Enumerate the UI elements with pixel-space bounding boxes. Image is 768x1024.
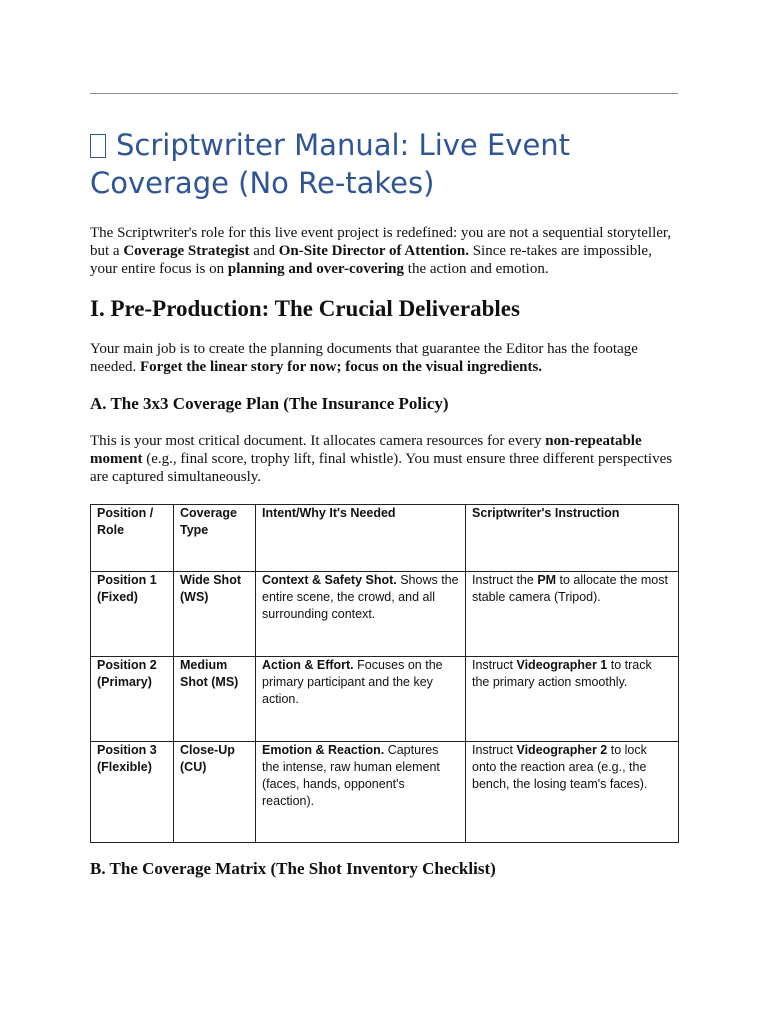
cell-coverage: Medium Shot (MS)	[180, 658, 239, 689]
table-cell	[174, 572, 256, 657]
intro-text-2: and	[249, 243, 279, 259]
table-cell	[256, 742, 466, 843]
intro-bold-3: planning and over-covering	[227, 261, 405, 277]
missing-glyph-icon	[90, 134, 106, 158]
intro-text-1: The Scriptwriter's role for this live event project is redefined: you are not a sequential storyteller, but a	[90, 225, 672, 259]
cell-intent-bold: Context & Safety Shot.	[262, 573, 397, 587]
cell-position: Position 1 (Fixed)	[97, 573, 157, 604]
cell-instr-pre: Instruct	[472, 743, 517, 757]
table-header-cell	[466, 505, 679, 572]
section-heading-preproduction: I. Pre-Production: The Crucial Deliverables	[90, 296, 520, 321]
subsectionA-text-1: This is your most critical document. It allocates camera resources for every	[90, 433, 546, 449]
subsectionA-bold: non-repeatable moment	[90, 433, 642, 467]
table-header-cell	[174, 505, 256, 572]
cell-intent-text: Focuses on the primary participant and the key action.	[262, 658, 443, 706]
cell-instr-post: to lock onto the reaction area (e.g., the bench, the losing team's faces).	[472, 743, 648, 791]
cell-instr-pre: Instruct the	[472, 573, 538, 587]
cell-instr-bold: PM	[537, 573, 557, 587]
cell-instr-pre: Instruct	[472, 658, 517, 672]
cell-intent-bold: Emotion & Reaction.	[262, 743, 385, 757]
table-row	[91, 657, 679, 742]
intro-text-3: Since re-takes are impossible, your entire focus is on	[90, 243, 652, 277]
intro-text-4: the action and emotion.	[404, 261, 549, 277]
intro-bold-2: On-Site Director of Attention.	[278, 243, 469, 259]
table-cell	[91, 657, 174, 742]
document-title	[90, 126, 690, 202]
table-cell	[174, 742, 256, 843]
intro-paragraph	[90, 224, 682, 278]
table-cell	[174, 657, 256, 742]
cell-coverage: Wide Shot (WS)	[180, 573, 241, 604]
table-header-cell	[91, 505, 174, 572]
cell-instr-bold: Videographer 2	[516, 743, 608, 757]
cell-intent-text: Shows the entire scene, the crowd, and all surrounding context.	[262, 573, 459, 621]
subsectionA-paragraph	[90, 432, 682, 486]
cell-coverage: Close-Up (CU)	[180, 743, 235, 774]
header-position: Position / Role	[97, 506, 154, 537]
top-divider	[90, 93, 678, 94]
coverage-plan-table	[90, 504, 679, 843]
table-header-cell	[256, 505, 466, 572]
table-row	[91, 572, 679, 657]
table-header-row	[91, 505, 679, 572]
cell-instr-post: to track the primary action smoothly.	[472, 658, 652, 689]
subsection-heading-coverage-plan: A. The 3x3 Coverage Plan (The Insurance Policy)	[90, 394, 449, 413]
cell-instr-bold: Videographer 1	[516, 658, 608, 672]
table-cell	[466, 742, 679, 843]
header-intent: Intent/Why It's Needed	[262, 506, 396, 520]
section1-text: Your main job is to create the planning documents that guarantee the Editor has the footage needed.	[90, 341, 638, 375]
cell-intent-bold: Action & Effort.	[262, 658, 354, 672]
header-coverage: Coverage Type	[180, 506, 237, 537]
section1-bold: Forget the linear story for now; focus on the visual ingredients.	[139, 359, 543, 375]
table-cell	[466, 657, 679, 742]
cell-intent-text: Captures the intense, raw human element (faces, hands, opponent's reaction).	[262, 743, 440, 808]
header-instruction: Scriptwriter's Instruction	[472, 506, 620, 520]
subsectionA-text-2: (e.g., final score, trophy lift, final whistle). You must ensure three different perspectives are captured simultaneously.	[90, 451, 673, 485]
table-cell	[256, 572, 466, 657]
table-row	[91, 742, 679, 843]
subsection-heading-coverage-matrix: B. The Coverage Matrix (The Shot Inventory Checklist)	[90, 859, 496, 878]
intro-bold-1: Coverage Strategist	[123, 243, 250, 259]
cell-instr-post: to allocate the most stable camera (Tripod).	[472, 573, 668, 604]
cell-position: Position 3 (Flexible)	[97, 743, 157, 774]
table-cell	[91, 742, 174, 843]
table-cell	[91, 572, 174, 657]
table-cell	[466, 572, 679, 657]
cell-position: Position 2 (Primary)	[97, 658, 157, 689]
section1-paragraph	[90, 340, 682, 376]
document-title-text: Scriptwriter Manual: Live Event Coverage (No Re-takes)	[90, 128, 571, 200]
table-cell	[256, 657, 466, 742]
